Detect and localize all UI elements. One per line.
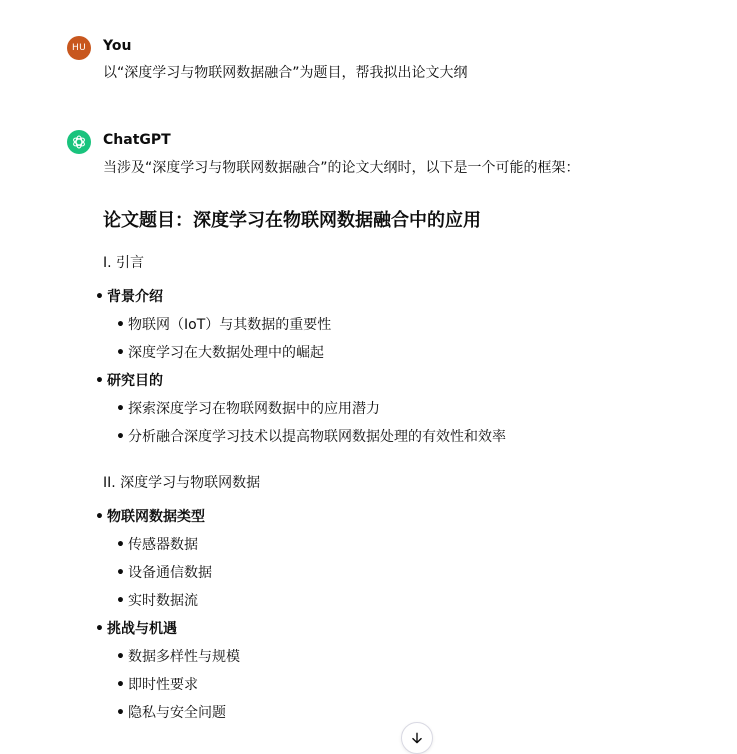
- user-message-text: 以“深度学习与物联网数据融合”为题目，帮我拟出论文大纲: [103, 65, 468, 81]
- paper-title: 论文题目：深度学习在物联网数据融合中的应用: [103, 210, 481, 231]
- bullet-icon: •: [116, 565, 125, 581]
- sub-list-item: [116, 590, 198, 610]
- scroll-to-bottom-button[interactable]: [401, 722, 433, 754]
- bullet-icon: •: [116, 537, 125, 553]
- assistant-author-name: ChatGPT: [103, 132, 171, 148]
- bullet-icon: •: [116, 677, 125, 693]
- bullet-icon: •: [116, 317, 125, 333]
- bullet-icon: •: [116, 649, 125, 665]
- sub-list-item-label: 设备通信数据: [128, 565, 212, 581]
- sub-list-item: [116, 674, 198, 694]
- sub-list-item: [116, 426, 506, 446]
- user-avatar-initials: HU: [72, 43, 86, 53]
- sub-list-item: [116, 562, 212, 582]
- list-item: [95, 370, 163, 390]
- list-item-label: 物联网数据类型: [107, 509, 205, 525]
- user-avatar: [67, 36, 91, 60]
- bullet-icon: •: [116, 593, 125, 609]
- sub-list-item: [116, 398, 380, 418]
- sub-list-item-label: 数据多样性与规模: [128, 649, 240, 665]
- bullet-icon: •: [116, 401, 125, 417]
- sub-list-item: [116, 342, 324, 362]
- list-item-label: 研究目的: [107, 373, 163, 389]
- list-item: [95, 286, 163, 306]
- bullet-icon: •: [116, 345, 125, 361]
- bullet-icon: •: [95, 509, 104, 525]
- sub-list-item-label: 物联网（IoT）与其数据的重要性: [128, 317, 332, 333]
- openai-logo-icon: [71, 134, 87, 150]
- sub-list-item: [116, 534, 198, 554]
- sub-list-item-label: 即时性要求: [128, 677, 198, 693]
- section-heading: I. 引言: [103, 255, 145, 271]
- list-item: [95, 506, 205, 526]
- arrow-down-icon: [410, 731, 424, 745]
- assistant-avatar: [67, 130, 91, 154]
- list-item-label: 挑战与机遇: [107, 621, 177, 637]
- bullet-icon: •: [116, 429, 125, 445]
- sub-list-item-label: 隐私与安全问题: [128, 705, 226, 721]
- list-item: [95, 618, 177, 638]
- sub-list-item-label: 分析融合深度学习技术以提高物联网数据处理的有效性和效率: [128, 429, 506, 445]
- sub-list-item: [116, 314, 331, 334]
- bullet-icon: •: [95, 621, 104, 637]
- section-heading: II. 深度学习与物联网数据: [103, 475, 261, 491]
- bullet-icon: •: [116, 705, 125, 721]
- sub-list-item-label: 探索深度学习在物联网数据中的应用潜力: [128, 401, 380, 417]
- sub-list-item: [116, 702, 226, 722]
- bullet-icon: •: [95, 373, 104, 389]
- sub-list-item-label: 传感器数据: [128, 537, 198, 553]
- user-author-name: You: [103, 38, 132, 54]
- sub-list-item: [116, 646, 240, 666]
- bullet-icon: •: [95, 289, 104, 305]
- sub-list-item-label: 深度学习在大数据处理中的崛起: [128, 345, 324, 361]
- assistant-intro-text: 当涉及“深度学习与物联网数据融合”的论文大纲时，以下是一个可能的框架：: [103, 160, 580, 176]
- sub-list-item-label: 实时数据流: [128, 593, 198, 609]
- list-item-label: 背景介绍: [107, 289, 163, 305]
